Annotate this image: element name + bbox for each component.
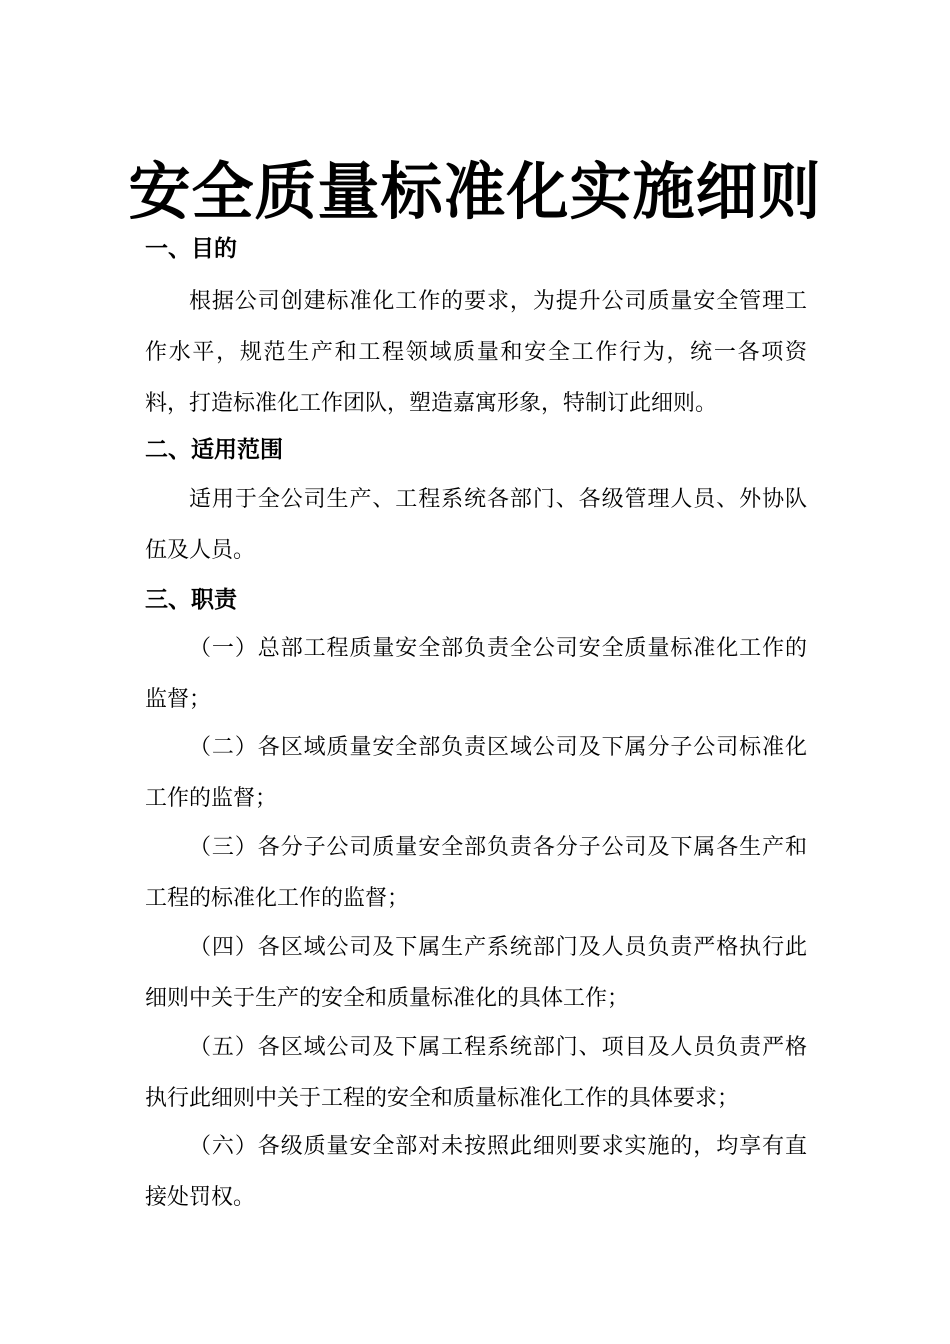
paragraph-line: 细则中关于生产的安全和质量标准化的具体工作； (145, 986, 630, 1011)
paragraph-responsibility-2 (145, 722, 807, 824)
paragraph-line: 伍及人员。 (145, 538, 256, 563)
document-title: 安全质量标准化实施细则 (128, 155, 822, 228)
paragraph-line: 接处罚权。 (145, 1185, 256, 1210)
paragraph-responsibility-1 (145, 623, 807, 725)
paragraph-responsibility-5 (145, 1022, 807, 1124)
paragraph-responsibility-3 (145, 822, 807, 924)
paragraph-line: （四）各区域公司及下属生产系统部门及人员负责严格执行此 (189, 935, 807, 960)
section-heading-purpose: 一、目的 (145, 236, 237, 262)
paragraph-line: 适用于全公司生产、工程系统各部门、各级管理人员、外协队 (189, 487, 807, 512)
paragraph-line: 工程的标准化工作的监督； (145, 886, 410, 911)
paragraph-line: （三）各分子公司质量安全部负责各分子公司及下属各生产和 (189, 835, 807, 860)
paragraph-responsibility-6 (145, 1121, 807, 1223)
paragraph-line: （二）各区域质量安全部负责区域公司及下属分子公司标准化 (189, 735, 807, 760)
paragraph-responsibility-4 (145, 922, 807, 1024)
paragraph-line: （六）各级质量安全部对未按照此细则要求实施的，均享有直 (189, 1134, 807, 1159)
section-heading-scope: 二、适用范围 (145, 437, 283, 463)
paragraph-line: 料，打造标准化工作团队，塑造嘉寓形象，特制订此细则。 (145, 391, 718, 416)
paragraph-line: 根据公司创建标准化工作的要求，为提升公司质量安全管理工 (189, 289, 807, 314)
paragraph-purpose (145, 276, 807, 429)
paragraph-scope (145, 474, 807, 576)
paragraph-line: 工作的监督； (145, 786, 278, 811)
paragraph-line: 执行此细则中关于工程的安全和质量标准化工作的具体要求； (145, 1086, 740, 1111)
paragraph-line: （一）总部工程质量安全部负责全公司安全质量标准化工作的 (189, 636, 807, 661)
section-heading-responsibilities: 三、职责 (145, 587, 237, 613)
paragraph-line: 监督； (145, 687, 212, 712)
paragraph-line: （五）各区域公司及下属工程系统部门、项目及人员负责严格 (189, 1035, 807, 1060)
paragraph-line: 作水平，规范生产和工程领域质量和安全工作行为，统一各项资 (145, 340, 807, 365)
